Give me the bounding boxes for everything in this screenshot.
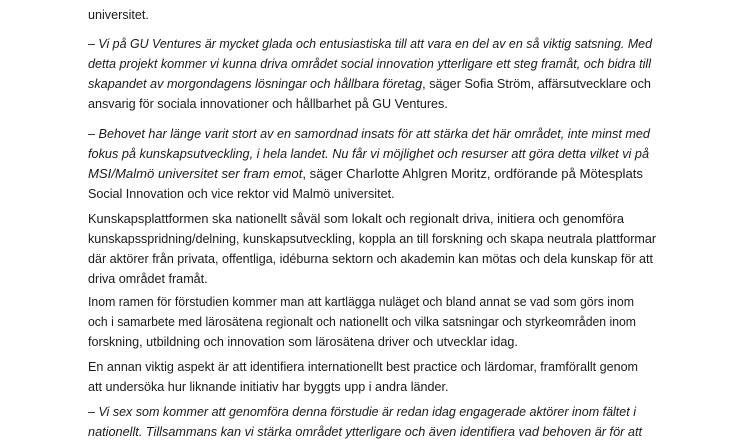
quote-text: detta projekt kommer vi kunna driva området social innovation ytterligare ett steg framåt, och bidra till	[88, 57, 652, 71]
quote-text: – Vi på GU Ventures är mycket glada och entusiastiska till att vara en del av en så viktig satsning. Med	[88, 37, 653, 51]
body-text: forskning, utbildning och innovation som lärosätena driver och utvecklar idag.	[88, 335, 518, 349]
text-line	[88, 231, 656, 247]
text-line	[88, 76, 651, 92]
body-text: där aktörer från privata, offentliga, idéburna sektorn och akademin kan mötas och dela kunskap för att	[88, 252, 653, 266]
body-text: , säger Charlotte Ahlgren Moritz, ordförande på Mötesplats	[302, 167, 643, 181]
body-text: universitet.	[88, 8, 149, 22]
text-line	[88, 294, 634, 310]
text-line	[88, 271, 208, 287]
body-text: , säger Sofia Ström, affärsutvecklare och	[422, 77, 651, 91]
text-line	[88, 36, 652, 52]
text-line	[88, 334, 518, 350]
quote-text: fokus på kunskapsutveckling, i hela landet. Nu får vi möjlighet och resurser att göra detta vilket vi på	[88, 147, 650, 161]
quote-text: skapandet av morgondagens lösningar och hållbara företag	[88, 77, 423, 91]
quote-text: MSI/Malmö universitet ser fram emot	[88, 167, 303, 181]
text-line	[88, 251, 653, 267]
text-line	[88, 96, 448, 112]
text-line	[88, 404, 636, 420]
body-text: Social Innovation och vice rektor vid Malmö universitet.	[88, 187, 395, 201]
text-line	[88, 359, 638, 375]
text-line	[88, 166, 643, 182]
text-line	[88, 146, 649, 162]
body-text: ansvarig för sociala innovationer och hållbarhet på GU Ventures.	[88, 97, 448, 111]
body-text: kunskapsspridning/delning, kunskapsutveckling, koppla an till forskning och skapa neutrala plattformar	[88, 232, 657, 246]
text-line	[88, 7, 149, 23]
text-line	[88, 186, 395, 202]
body-text: och i samarbete med lärosätena regionalt och nationellt och vilka satsningar och styrkeområden inom	[88, 315, 636, 329]
body-text: att undersöka hur liknande initiativ har byggts upp i andra länder.	[88, 380, 449, 394]
text-line	[88, 126, 650, 142]
text-line	[88, 314, 636, 330]
text-line	[88, 211, 624, 227]
body-text: Kunskapsplattformen ska nationellt såväl som lokalt och regionalt driva, initiera och genomföra	[88, 212, 625, 226]
text-line	[88, 56, 651, 72]
body-text: Inom ramen för förstudien kommer man att kartlägga nuläget och bland annat se vad som görs inom	[88, 295, 635, 309]
body-text: En annan viktig aspekt är att identifiera internationellt best practice och lärdomar, framförallt genom	[88, 360, 639, 374]
quote-text: – Behovet har länge varit stort av en samordnad insats för att stärka det här området, inte minst med	[88, 127, 650, 141]
quote-text: – Vi sex som kommer att genomföra denna förstudie är redan idag engagerade aktörer inom fältet i	[88, 405, 636, 419]
quote-text: nationellt. Tillsammans kan vi stärka området ytterligare och även identifiera vad behoven är för att	[88, 425, 643, 439]
body-text: driva området framåt.	[88, 272, 208, 286]
text-line	[88, 379, 449, 395]
text-line	[88, 424, 642, 440]
